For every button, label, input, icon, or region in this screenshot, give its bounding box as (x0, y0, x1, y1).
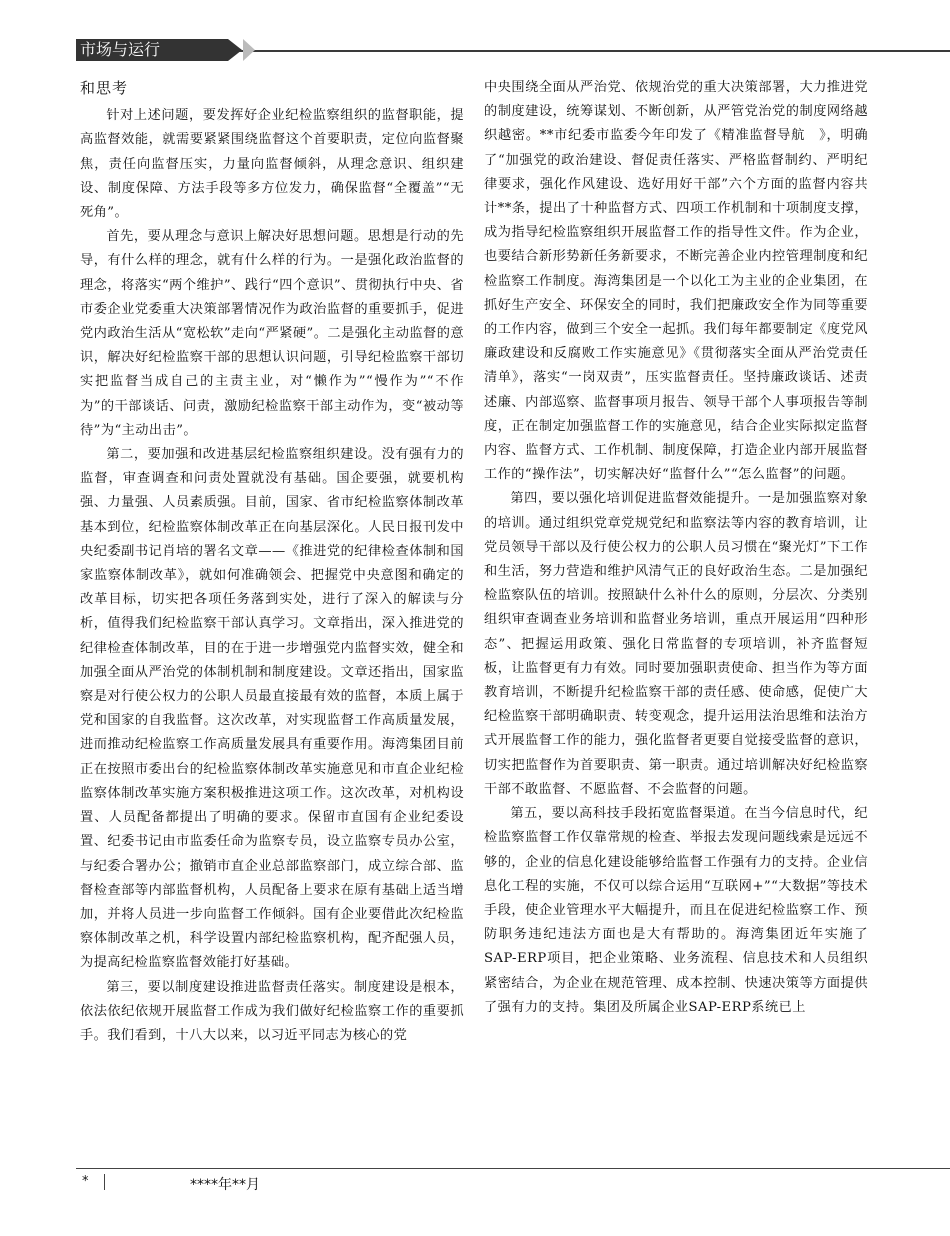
footer-rule (76, 1168, 950, 1169)
paragraph: 第四，要以强化培训促进监督效能提升。一是加强监察对象的培训。通过组织党章党规党纪和监察法等内容的教育培训，让党员领导干部以及行使公权力的公职人员习惯在“聚光灯”下工作和生活，努力营造和维护风清气正的良好政治生态。二是加强纪检监察队伍的培训。按照缺什么补什么的原则，分层次、分类别组织审查调查业务培训和监督业务培训，重点开展运用“四种形态”、把握运用政策、强化日常监督的专项培训，补齐监督短板，让监督更有力有效。同时要加强职责使命、担当作为等方面教育培训，不断提升纪检监察干部的责任感、使命感，促使广大纪检监察干部明确职责、转变观念，提升运用法治思维和法治方式开展监督工作的能力，强化监督者更要自觉接受监督的意识，切实把监督作为首要职责、第一职责。通过培训解决好纪检监察干部不敢监督、不愿监督、不会监督的问题。 (484, 491, 868, 797)
right-column (484, 76, 868, 1020)
section-tab-accent-icon (243, 39, 255, 61)
paragraph: 中央围绕全面从严治党、依规治党的重大决策部署，大力推进党的制度建设，统筹谋划、不断创新，从严管党治党的制度网络越织越密。**市纪委市监委今年印发了《精准监督导航 》，明确了“加强党的政治建设、督促责任落实、严格监督制约、严明纪律要求，强化作风建设、选好用好干部”六个方面的监督内容共计**条，提出了十种监督方式、四项工作机制和十项制度支撑，成为指导纪检监察组织开展监督工作的指导性文件。作为企业，也要结合新形势新任务新要求，不断完善企业内控管理制度和纪检监察工作制度。海湾集团是一个以化工为主业的企业集团，在抓好生产安全、环保安全的同时，我们把廉政安全作为同等重要的工作内容，做到三个安全一起抓。我们每年都要制定《度党风廉政建设和反腐败工作实施意见》《贯彻落实全面从严治党责任清单》，落实“一岗双责”，压实监督责任。坚持廉政谈话、述责述廉、内部巡察、监督事项月报告、领导干部个人事项报告等制度，正在制定加强监督工作的实施意见，结合企业实际拟定监督内容、监督方式、工作机制、制度保障，打造企业内部开展监督工作的“操作法”，切实解决好“监督什么”“怎么监督”的问题。 (484, 80, 868, 483)
heading-fragment: 和思考 (80, 79, 129, 97)
section-tab-arrow-icon (228, 39, 242, 61)
paragraph: 第二，要加强和改进基层纪检监察组织建设。没有强有力的监督，审查调查和问责处置就没有基础。国企要强，就要机构强、力量强、人员素质强。目前，国家、省市纪检监察体制改革基本到位，纪检监察体制改革正在向基层深化。人民日报刊发中央纪委副书记肖培的署名文章——《推进党的纪律检查体制和国家监察体制改革》，就如何准确领会、把握党中央意图和确定的改革目标，切实把各项任务落到实处，进行了深入的解读与分析，值得我们纪检监察干部认真学习。文章指出，深入推进党的纪律检查体制改革，目的在于进一步增强党内监督实效，健全和加强全面从严治党的体制机制和制度建设。文章还指出，国家监察是对行使公权力的公职人员最直接最有效的监督，本质上属于党和国家的自我监督。这次改革，对实现监督工作高质量发展，进而推动纪检监察工作高质量发展具有重要作用。海湾集团目前正在按照市委出台的纪检监察体制改革实施意见和市直企业纪检监察体制改革实施方案积极推进这项工作。这次改革，对机构设置、人员配备都提出了明确的要求。保留市直国有企业纪委设置、纪委书记由市监委任命为监察专员，设立监察专员办公室，与纪委合署办公；撤销市直企业总部监察部门，成立综合部、监督检查部等内部监督机构，人员配备上要求在原有基础上适当增加，并将人员进一步向监督工作倾斜。国有企业要借此次纪检监察体制改革之机，科学设置内部纪检监察机构，配齐配强人员，为提高纪检监察监督效能打好基础。 (80, 447, 464, 971)
page-number: * (82, 1174, 89, 1189)
paragraph: 第三，要以制度建设推进监督责任落实。制度建设是根本，依法依纪依规开展监督工作成为我们做好纪检监察工作的重要抓手。我们看到，十八大以来，以习近平同志为核心的党 (80, 979, 464, 1043)
paragraph: 首先，要从理念与意识上解决好思想问题。思想是行动的先导，有什么样的理念，就有什么样的行为。一是强化政治监督的理念，将落实“两个维护”、践行“四个意识”、贯彻执行中央、省市委企业党委重大决策部署情况作为政治监督的重要抓手，促进党内政治生活从“宽松软”走向“严紧硬”。二是强化主动监督的意识，解决好纪检监察干部的思想认识问题，引导纪检监察干部切实把监督当成自己的主责主业，对“懒作为”“慢作为”“不作为”的干部谈话、问责，激励纪检监察干部主动作为，变“被动等待”为“主动出击”。 (80, 229, 464, 438)
paragraph: 第五，要以高科技手段拓宽监督渠道。在当今信息时代，纪检监察监督工作仅靠常规的检查、举报去发现问题线索是远远不够的，企业的信息化建设能够给监督工作强有力的支持。企业信息化工程的实施，不仅可以综合运用“互联网+”“大数据”等技术手段，使企业管理水平大幅提升，而且在促进纪检监察工作、预防职务违纪违法方面也是大有帮助的。海湾集团近年实施了SAP-ERP项目，把企业策略、业务流程、信息技术和人员组织紧密结合，为企业在规范管理、成本控制、快速决策等方面提供了强有力的支持。集团及所属企业SAP-ERP系统已上 (484, 806, 868, 1015)
footer-divider (104, 1174, 105, 1190)
issue-date: ****年**月 (190, 1177, 260, 1193)
paragraph: 针对上述问题，要发挥好企业纪检监察组织的监督职能，提高监督效能，就需要紧紧围绕监督这个首要职责，定位向监督聚焦，责任向监督压实，力量向监督倾斜，从理念意识、组织建设、制度保障、方法手段等多方位发力，确保监督“全覆盖”“无死角”。 (80, 108, 464, 221)
section-title-tab: 市场与运行 (76, 39, 228, 61)
section-header (76, 38, 950, 62)
left-column (80, 76, 464, 1048)
page-footer (76, 1168, 950, 1198)
